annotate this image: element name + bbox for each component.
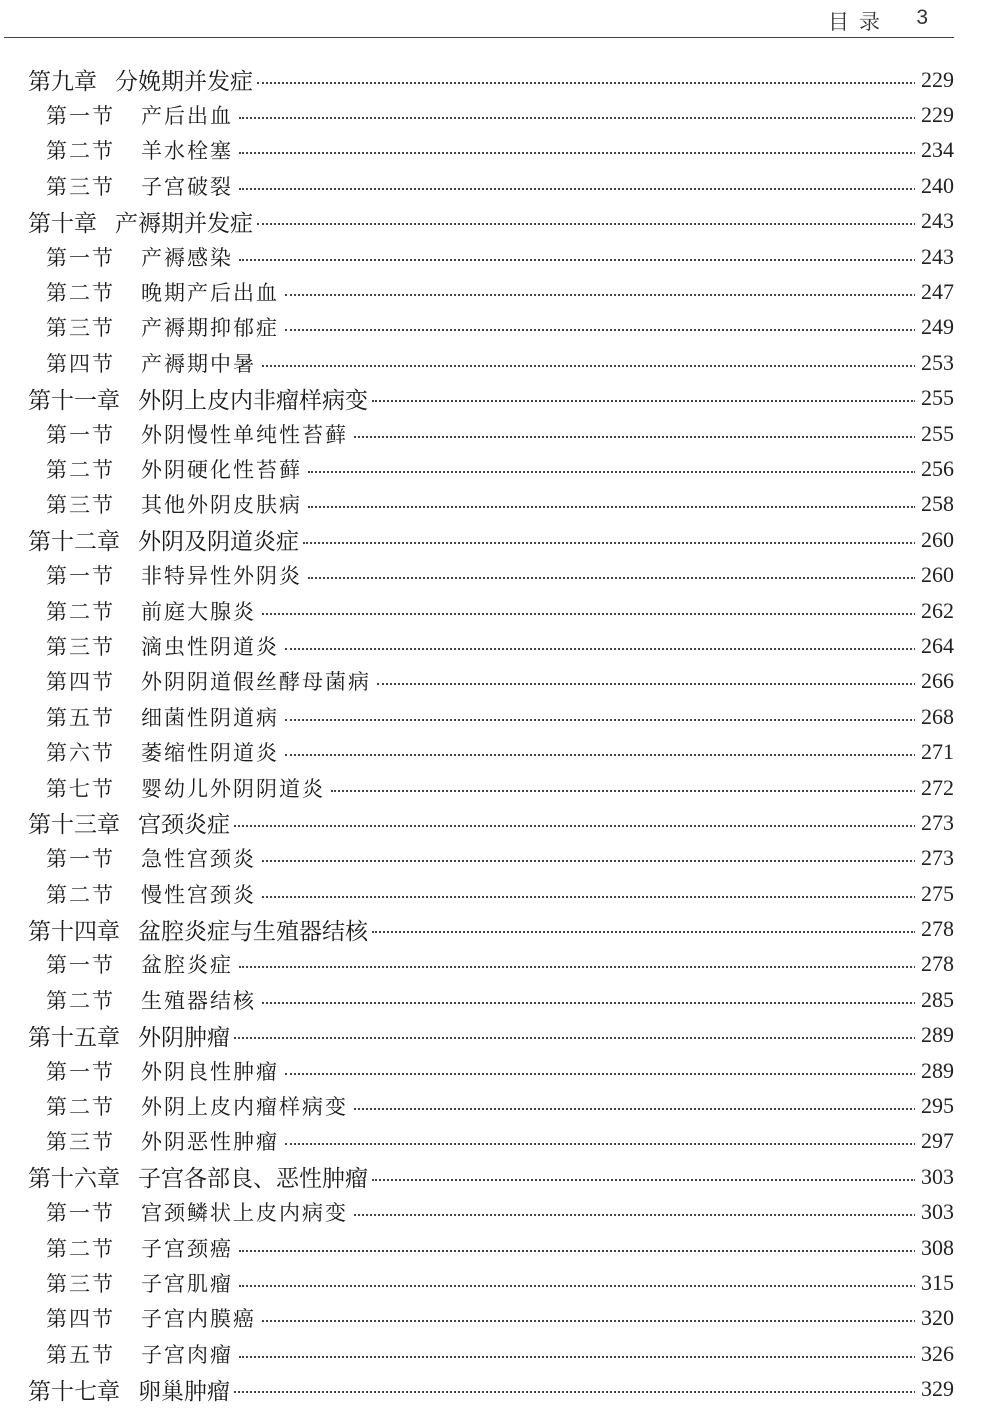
- section-title: 子宫内膜癌: [141, 1307, 256, 1332]
- section-number: 第二节: [46, 1236, 115, 1261]
- section-number: 第四节: [46, 670, 115, 695]
- header-rule: [4, 37, 954, 38]
- section-title: 前庭大腺炎: [141, 599, 256, 624]
- toc-entry-label: [46, 348, 262, 378]
- section-title: 子宫肉瘤: [141, 1342, 233, 1367]
- toc-section-entry[interactable]: [0, 841, 1000, 876]
- toc-page-number: 273: [915, 845, 954, 871]
- dot-leader: [239, 152, 916, 154]
- toc-entry-label: [28, 1019, 234, 1052]
- dot-leader: [239, 188, 916, 190]
- toc-entry-label: [46, 1197, 354, 1227]
- toc-chapter-entry[interactable]: [0, 62, 1000, 97]
- toc-section-entry[interactable]: [0, 274, 1000, 309]
- dot-leader: [262, 613, 916, 615]
- toc-page-number: 234: [915, 137, 954, 163]
- toc-section-entry[interactable]: [0, 1053, 1000, 1088]
- section-title: 宫颈鳞状上皮内病变: [141, 1201, 348, 1226]
- toc-entry-label: [46, 135, 239, 165]
- toc-page-number: 271: [915, 739, 954, 765]
- toc-page-number: 303: [915, 1164, 954, 1190]
- toc-section-entry[interactable]: [0, 1265, 1000, 1300]
- dot-leader: [239, 1285, 916, 1287]
- toc-page-number: 297: [915, 1128, 954, 1154]
- dot-leader: [257, 223, 916, 225]
- toc-page-number: 266: [915, 668, 954, 694]
- toc-chapter-entry[interactable]: [0, 1018, 1000, 1053]
- toc-entry-label: [46, 242, 239, 272]
- toc-section-entry[interactable]: [0, 1336, 1000, 1371]
- toc-chapter-entry[interactable]: [0, 1371, 1000, 1406]
- toc-page-number: 285: [915, 987, 954, 1013]
- toc-page-number: 256: [915, 456, 954, 482]
- chapter-number: 第十五章: [28, 1024, 120, 1051]
- toc-chapter-entry[interactable]: [0, 1159, 1000, 1194]
- section-title: 产褥期抑郁症: [141, 316, 279, 341]
- section-number: 第二节: [46, 281, 115, 306]
- dot-leader: [285, 1143, 916, 1145]
- section-title: 慢性宫颈炎: [141, 882, 256, 907]
- section-title: 滴虫性阴道炎: [141, 634, 279, 659]
- section-title: 萎缩性阴道炎: [141, 741, 279, 766]
- toc-entry-label: [46, 879, 262, 909]
- toc-section-entry[interactable]: [0, 734, 1000, 769]
- toc-entry-label: [28, 913, 372, 946]
- dot-leader: [285, 648, 916, 650]
- toc-entry-label: [46, 277, 285, 307]
- dot-leader: [308, 506, 916, 508]
- chapter-title: 外阴上皮内非瘤样病变: [138, 387, 368, 414]
- section-number: 第七节: [46, 776, 115, 801]
- toc-entry-label: [46, 312, 285, 342]
- toc-page-number: 258: [915, 491, 954, 517]
- chapter-title: 外阴及阴道炎症: [138, 529, 299, 556]
- dot-leader: [262, 860, 916, 862]
- section-title: 外阴上皮内瘤样病变: [141, 1095, 348, 1120]
- toc-page-number: 255: [915, 385, 954, 411]
- dot-leader: [239, 259, 916, 261]
- toc-entry-label: [46, 737, 285, 767]
- toc-entry-label: [46, 702, 285, 732]
- toc-entry-label: [46, 454, 308, 484]
- dot-leader: [372, 1179, 916, 1181]
- toc-section-entry[interactable]: [0, 168, 1000, 203]
- dot-leader: [308, 577, 916, 579]
- section-number: 第一节: [46, 564, 115, 589]
- toc-entry-label: [46, 949, 239, 979]
- toc-page-number: 329: [915, 1376, 954, 1402]
- toc-entry-label: [28, 1160, 372, 1193]
- dot-leader: [262, 365, 916, 367]
- section-number: 第二节: [46, 882, 115, 907]
- toc-entry-label: [46, 1126, 285, 1156]
- toc-section-entry[interactable]: [0, 1088, 1000, 1123]
- toc-entry-label: [46, 666, 377, 696]
- dot-leader: [372, 400, 916, 402]
- toc-page-number: 320: [915, 1305, 954, 1331]
- dot-leader: [239, 1250, 916, 1252]
- toc-section-entry[interactable]: [0, 345, 1000, 380]
- chapter-number: 第十六章: [28, 1166, 120, 1193]
- section-number: 第四节: [46, 351, 115, 376]
- toc-chapter-entry[interactable]: [0, 204, 1000, 239]
- chapter-number: 第十二章: [28, 529, 120, 556]
- chapter-number: 第十四章: [28, 918, 120, 945]
- dot-leader: [239, 117, 916, 119]
- toc-page-number: 253: [915, 350, 954, 376]
- toc-section-entry[interactable]: [0, 1124, 1000, 1159]
- section-number: 第二节: [46, 599, 115, 624]
- chapter-title: 卵巢肿瘤: [138, 1378, 230, 1405]
- toc-page-number: 278: [915, 951, 954, 977]
- section-number: 第三节: [46, 634, 115, 659]
- dot-leader: [354, 436, 916, 438]
- chapter-number: 第十七章: [28, 1378, 120, 1405]
- section-number: 第三节: [46, 316, 115, 341]
- page-header: [0, 0, 1000, 40]
- toc-section-entry[interactable]: [0, 1301, 1000, 1336]
- toc-section-entry[interactable]: [0, 451, 1000, 486]
- toc-section-entry[interactable]: [0, 310, 1000, 345]
- toc-section-entry[interactable]: [0, 1230, 1000, 1265]
- section-number: 第一节: [46, 953, 115, 978]
- section-title: 婴幼儿外阴阴道炎: [141, 776, 325, 801]
- toc-section-entry[interactable]: [0, 982, 1000, 1017]
- toc-section-entry[interactable]: [0, 628, 1000, 663]
- section-number: 第三节: [46, 1130, 115, 1155]
- section-number: 第二节: [46, 457, 115, 482]
- toc-entry-label: [46, 1268, 239, 1298]
- toc-chapter-entry[interactable]: [0, 911, 1000, 946]
- toc-page-number: 260: [915, 562, 954, 588]
- toc-entry-label: [46, 419, 354, 449]
- section-title: 外阴良性肿瘤: [141, 1059, 279, 1084]
- dot-leader: [239, 966, 916, 968]
- dot-leader: [234, 1391, 916, 1393]
- section-number: 第三节: [46, 174, 115, 199]
- chapter-number: 第十章: [28, 210, 97, 237]
- toc-page-number: 260: [915, 527, 954, 553]
- toc-page-number: 249: [915, 314, 954, 340]
- toc-entry-label: [46, 100, 239, 130]
- dot-leader: [285, 719, 916, 721]
- toc-entry-label: [46, 171, 239, 201]
- section-title: 产后出血: [141, 104, 233, 129]
- toc-page-number: 275: [915, 881, 954, 907]
- dot-leader: [303, 542, 916, 544]
- section-number: 第一节: [46, 245, 115, 270]
- toc-section-entry[interactable]: [0, 947, 1000, 982]
- section-number: 第一节: [46, 1059, 115, 1084]
- section-number: 第一节: [46, 422, 115, 447]
- section-title: 细菌性阴道病: [141, 705, 279, 730]
- section-number: 第二节: [46, 988, 115, 1013]
- toc-entry-label: [28, 382, 372, 415]
- section-title: 子宫破裂: [141, 174, 233, 199]
- dot-leader: [354, 1108, 916, 1110]
- section-title: 子宫颈癌: [141, 1236, 233, 1261]
- dot-leader: [262, 896, 916, 898]
- section-title: 外阴慢性单纯性苔藓: [141, 422, 348, 447]
- page-number: 3: [916, 6, 928, 29]
- toc-section-entry[interactable]: [0, 770, 1000, 805]
- toc-entry-label: [28, 806, 234, 839]
- toc-page-number: 278: [915, 916, 954, 942]
- running-title: 目录: [828, 10, 890, 34]
- toc-section-entry[interactable]: [0, 664, 1000, 699]
- toc-section-entry[interactable]: [0, 1195, 1000, 1230]
- section-title: 外阴恶性肿瘤: [141, 1130, 279, 1155]
- dot-leader: [262, 1320, 916, 1322]
- toc-page-number: 255: [915, 421, 954, 447]
- toc-entry-label: [46, 560, 308, 590]
- dot-leader: [234, 1037, 916, 1039]
- section-number: 第五节: [46, 705, 115, 730]
- toc-page-number: 295: [915, 1093, 954, 1119]
- chapter-title: 宫颈炎症: [138, 812, 230, 839]
- section-number: 第二节: [46, 139, 115, 164]
- toc-section-entry[interactable]: [0, 593, 1000, 628]
- toc-page-number: 315: [915, 1270, 954, 1296]
- table-of-contents: [0, 62, 1000, 1407]
- toc-page-number: 229: [915, 67, 954, 93]
- section-number: 第一节: [46, 104, 115, 129]
- section-number: 第三节: [46, 493, 115, 518]
- toc-section-entry[interactable]: [0, 876, 1000, 911]
- toc-page-number: 289: [915, 1022, 954, 1048]
- toc-page-number: 243: [915, 208, 954, 234]
- toc-page-number: 262: [915, 598, 954, 624]
- section-title: 产褥期中暑: [141, 351, 256, 376]
- dot-leader: [285, 1073, 916, 1075]
- dot-leader: [285, 329, 916, 331]
- dot-leader: [239, 1356, 916, 1358]
- toc-entry-label: [28, 1373, 234, 1406]
- toc-page-number: 273: [915, 810, 954, 836]
- toc-section-entry[interactable]: [0, 97, 1000, 132]
- section-number: 第一节: [46, 1201, 115, 1226]
- section-title: 外阴阴道假丝酵母菌病: [141, 670, 371, 695]
- toc-page-number: 289: [915, 1058, 954, 1084]
- toc-entry-label: [46, 1339, 239, 1369]
- toc-page-number: 229: [915, 102, 954, 128]
- chapter-title: 盆腔炎症与生殖器结核: [138, 918, 368, 945]
- section-number: 第四节: [46, 1307, 115, 1332]
- dot-leader: [354, 1214, 916, 1216]
- dot-leader: [234, 825, 916, 827]
- toc-entry-label: [28, 205, 257, 238]
- toc-section-entry[interactable]: [0, 487, 1000, 522]
- toc-page-number: 264: [915, 633, 954, 659]
- toc-entry-label: [28, 523, 303, 556]
- section-number: 第三节: [46, 1271, 115, 1296]
- section-title: 其他外阴皮肤病: [141, 493, 302, 518]
- toc-page-number: 308: [915, 1235, 954, 1261]
- chapter-title: 产褥期并发症: [115, 210, 253, 237]
- toc-page-number: 326: [915, 1341, 954, 1367]
- toc-entry-label: [46, 843, 262, 873]
- toc-entry-label: [46, 489, 308, 519]
- section-title: 外阴硬化性苔藓: [141, 457, 302, 482]
- toc-section-entry[interactable]: [0, 416, 1000, 451]
- toc-page-number: 268: [915, 704, 954, 730]
- chapter-title: 子宫各部良、恶性肿瘤: [138, 1166, 368, 1193]
- toc-section-entry[interactable]: [0, 133, 1000, 168]
- toc-page-number: 272: [915, 775, 954, 801]
- section-title: 生殖器结核: [141, 988, 256, 1013]
- toc-entry-label: [46, 631, 285, 661]
- chapter-title: 外阴肿瘤: [138, 1024, 230, 1051]
- dot-leader: [308, 471, 916, 473]
- toc-section-entry[interactable]: [0, 239, 1000, 274]
- toc-entry-label: [46, 773, 331, 803]
- toc-chapter-entry[interactable]: [0, 805, 1000, 840]
- dot-leader: [377, 683, 916, 685]
- toc-entry-label: [46, 1091, 354, 1121]
- section-title: 晚期产后出血: [141, 281, 279, 306]
- chapter-number: 第十三章: [28, 812, 120, 839]
- toc-page-number: 303: [915, 1199, 954, 1225]
- section-title: 非特异性外阴炎: [141, 564, 302, 589]
- dot-leader: [331, 790, 916, 792]
- toc-page-number: 247: [915, 279, 954, 305]
- section-title: 盆腔炎症: [141, 953, 233, 978]
- toc-page-number: 240: [915, 173, 954, 199]
- section-title: 急性宫颈炎: [141, 847, 256, 872]
- chapter-title: 分娩期并发症: [115, 69, 253, 96]
- dot-leader: [285, 294, 916, 296]
- section-title: 羊水栓塞: [141, 139, 233, 164]
- toc-chapter-entry[interactable]: [0, 522, 1000, 557]
- toc-page-number: 243: [915, 244, 954, 270]
- toc-entry-label: [46, 1056, 285, 1086]
- toc-entry-label: [28, 63, 257, 96]
- dot-leader: [262, 1002, 916, 1004]
- dot-leader: [285, 754, 916, 756]
- chapter-number: 第九章: [28, 69, 97, 96]
- section-title: 产褥感染: [141, 245, 233, 270]
- toc-chapter-entry[interactable]: [0, 381, 1000, 416]
- toc-entry-label: [46, 1233, 239, 1263]
- chapter-number: 第十一章: [28, 387, 120, 414]
- section-number: 第五节: [46, 1342, 115, 1367]
- dot-leader: [257, 82, 916, 84]
- section-number: 第一节: [46, 847, 115, 872]
- toc-entry-label: [46, 1303, 262, 1333]
- toc-entry-label: [46, 596, 262, 626]
- dot-leader: [372, 931, 916, 933]
- section-title: 子宫肌瘤: [141, 1271, 233, 1296]
- section-number: 第二节: [46, 1095, 115, 1120]
- section-number: 第六节: [46, 741, 115, 766]
- toc-entry-label: [46, 985, 262, 1015]
- toc-section-entry[interactable]: [0, 699, 1000, 734]
- toc-section-entry[interactable]: [0, 557, 1000, 592]
